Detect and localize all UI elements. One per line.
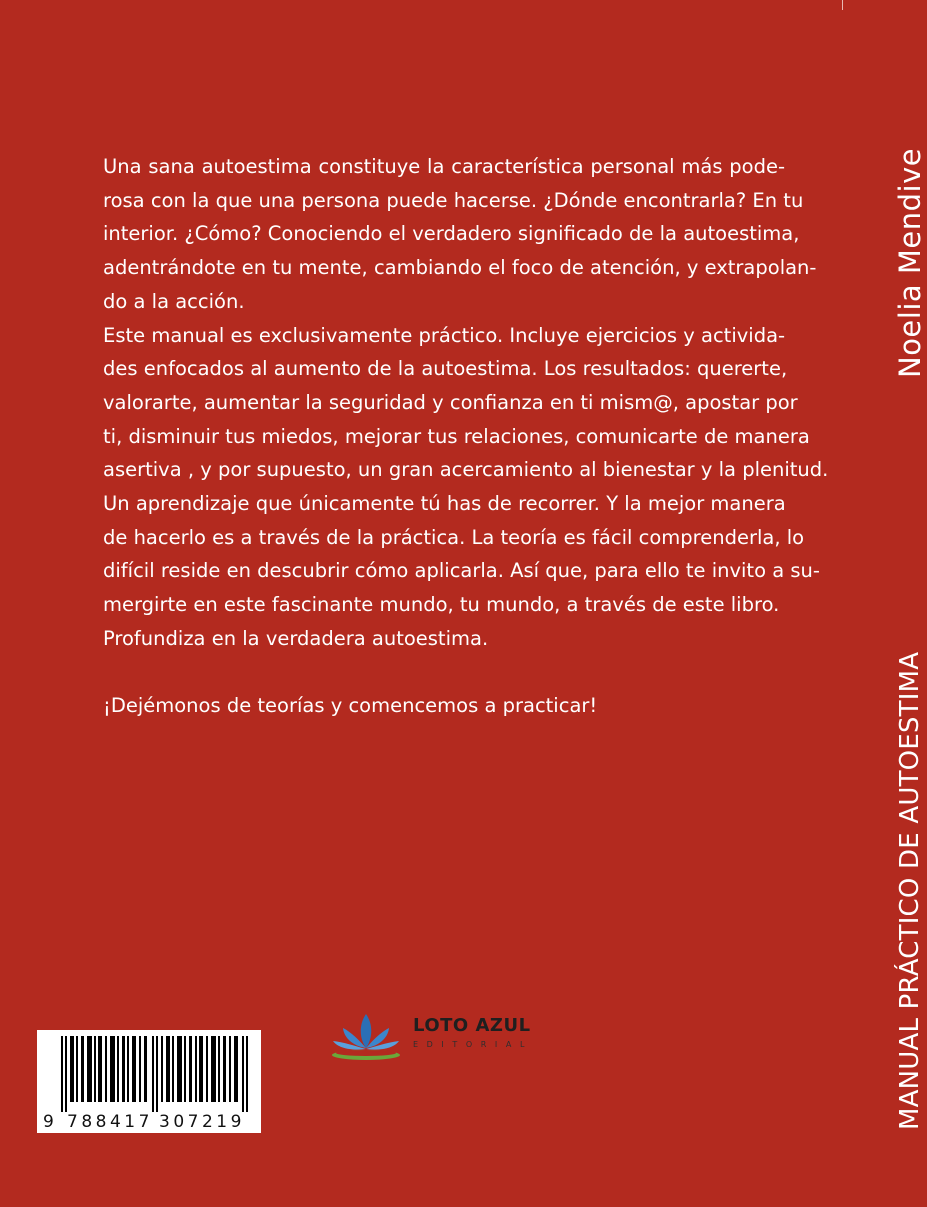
blurb-paragraph-3 [103,487,820,622]
blurb-line: de hacerlo es a través de la práctica. La teoría es fácil comprenderla, lo [103,525,805,549]
blurb-line: difícil reside en descubrir cómo aplicarla. Así que, para ello te invito a su- [103,559,820,583]
barcode-group-2: 307219 [159,1112,245,1132]
blurb-line: asertiva , y por supuesto, un gran acercamiento al bienestar y la plenitud. [103,458,829,482]
publisher-name: LOTO AZUL [413,1015,531,1036]
blurb-line: interior. ¿Cómo? Conociendo el verdadero significado de la autoestima, [103,222,800,246]
blurb-line: des enfocados al aumento de la autoestima. Los resultados: quererte, [103,357,788,381]
blurb-line: do a la acción. [103,289,245,313]
blurb-call-to-action [103,689,785,723]
blurb-line: Profundiza en la verdadera autoestima. [103,626,489,650]
blurb-line: Una sana autoestima constituye la característica personal más pode- [103,155,785,178]
blurb-cta-line: ¡Dejémonos de teorías y comencemos a practicar! [103,693,598,717]
blurb-line: rosa con la que una persona puede hacerse. ¿Dónde encontrarla? En tu [103,188,804,212]
isbn-barcode [37,1030,261,1133]
barcode-group-1: 788417 [67,1112,153,1132]
publisher-subtitle: EDITORIAL [413,1040,534,1049]
back-cover-blurb [103,150,829,722]
blurb-line: ti, disminuir tus miedos, mejorar tus relaciones, comunicarte de manera [103,424,810,448]
barcode-bars [61,1036,257,1112]
publisher-logo [329,1010,534,1062]
spine-title: MANUAL PRÁCTICO DE AUTOESTIMA [895,651,925,1130]
spine-author: Noelia Mendive [893,147,927,378]
barcode-digit-lead: 9 [43,1112,58,1132]
blurb-line: mergirte en este fascinante mundo, tu mundo, a través de este libro. [103,593,780,617]
blurb-line: Este manual es exclusivamente práctico. Incluye ejercicios y activida- [103,323,786,347]
blurb-line: valorarte, aumentar la seguridad y confianza en ti mism@, apostar por [103,390,798,414]
lotus-icon [329,1010,403,1062]
blurb-paragraph-4 [103,622,785,656]
blurb-line: adentrándote en tu mente, cambiando el foco de atención, y extrapolan- [103,256,817,280]
blurb-paragraph-1 [103,150,817,319]
crop-mark [842,0,843,10]
blurb-line: Un aprendizaje que únicamente tú has de recorrer. Y la mejor manera [103,492,786,516]
blurb-paragraph-2 [103,319,829,488]
barcode-digits [37,1110,261,1132]
